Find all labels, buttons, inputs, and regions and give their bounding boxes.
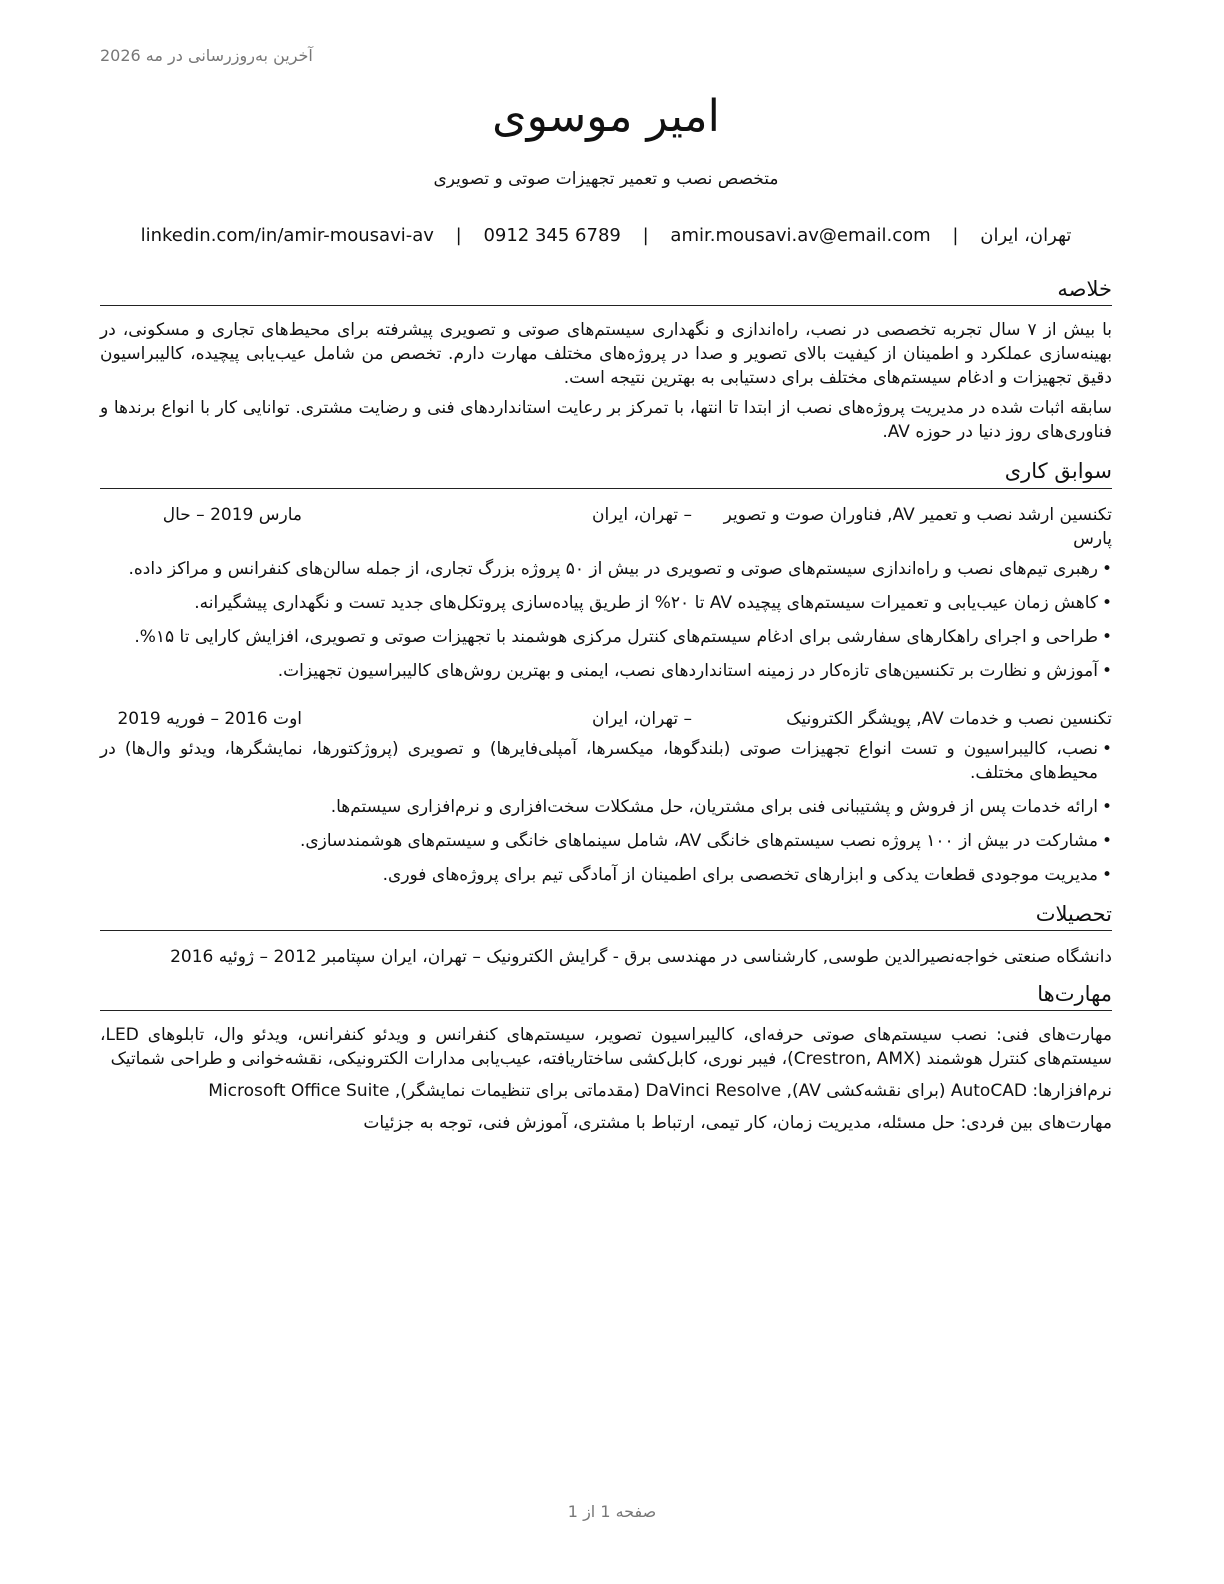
resume-content — [100, 88, 1112, 1135]
page-number: صفحه 1 از 1 — [567, 1502, 657, 1521]
job-bullet: • آموزش و نظارت بر تکنسین‌های تازه‌کار در زمینه استانداردهای نصب، ایمنی و بهترین روش‌های کالیبراسیون تجهیزات. — [100, 659, 1112, 683]
job-dates: اوت 2016 – فوریه 2019 — [117, 708, 302, 729]
job-bullets — [100, 557, 1112, 683]
contact-phone[interactable]: 0912 345 6789 — [483, 225, 621, 247]
job-bullet: • طراحی و اجرای راهکارهای سفارشی برای ادغام سیستم‌های کنترل مرکزی هوشمند با تجهیزات صوتی و تصویری، افزایش کارایی تا ۱۵%. — [100, 625, 1112, 649]
job-bullet: • مشارکت در بیش از ۱۰۰ پروژه نصب سیستم‌های خانگی AV، شامل سینماهای خانگی و سیستم‌های هوشمندسازی. — [100, 829, 1112, 853]
job-location: – تهران، ایران — [592, 504, 692, 525]
contact-separator: | — [455, 225, 462, 247]
education-section — [100, 901, 1112, 969]
job-bullets — [100, 737, 1112, 887]
summary-heading: خلاصه — [100, 276, 1112, 306]
contact-separator: | — [952, 225, 959, 247]
contact-separator: | — [642, 225, 649, 247]
education-entry: دانشگاه صنعتی خواجه‌نصیرالدین طوسی, کارشناسی در مهندسی برق - گرایش الکترونیک – تهران، ایران سپتامبر 2012 – ژوئیه 2016 — [170, 947, 1112, 968]
last-updated-note: آخرین به‌روزرسانی در مه 2026 — [100, 46, 313, 65]
job-bullet: • رهبری تیم‌های نصب و راه‌اندازی سیستم‌های صوتی و تصویری در بیش از ۵۰ پروژه بزرگ تجاری، از جمله سالن‌های کنفرانس و مراکز داده. — [100, 557, 1112, 581]
contact-line — [100, 225, 1112, 246]
candidate-tagline: متخصص نصب و تعمیر تجهیزات صوتی و تصویری — [433, 169, 779, 190]
candidate-name: امیر موسوی — [492, 91, 720, 142]
experience-section — [100, 458, 1112, 886]
experience-heading: سوابق کاری — [100, 458, 1112, 488]
education-heading: تحصیلات — [100, 901, 1112, 931]
summary-paragraph: با بیش از ۷ سال تجربه تخصصی در نصب، راه‌اندازی و نگهداری سیستم‌های صوتی و تصویری پیشرفته برای محیط‌های تجاری و مسکونی، در بهینه‌سازی عملکرد و اطمینان از کیفیت بالای تصویر و صدا در پروژه‌های مختلف مهارت دارم. تخصص من شامل عیب‌یابی پیچیده، کالیبراسیون دقیق تجهیزات و ادغام سیستم‌های مختلف برای دستیابی به بهترین نتیجه است. — [100, 320, 1112, 389]
skills-software: نرم‌افزارها: AutoCAD (برای نقشه‌کشی AV), DaVinci Resolve (مقدماتی برای تنظیمات نمایشگر), Microsoft Office Suite — [208, 1081, 1112, 1102]
job-header — [100, 707, 1112, 731]
skills-interpersonal: مهارت‌های بین فردی: حل مسئله، مدیریت زمان، کار تیمی، ارتباط با مشتری، آموزش فنی، توجه به جزئیات — [363, 1113, 1112, 1134]
job-entry — [100, 503, 1112, 683]
job-title: تکنسین ارشد نصب و تعمیر AV, فناوران صوت و تصویر پارس — [723, 504, 1112, 549]
job-bullet: • نصب، کالیبراسیون و تست انواع تجهیزات صوتی (بلندگوها، میکسرها، آمپلی‌فایرها) و تصویری (پروژکتورها، نمایشگرها، ویدئو وال‌ها) در محیط‌های مختلف. — [100, 737, 1112, 785]
contact-linkedin[interactable]: linkedin.com/in/amir-mousavi-av — [140, 225, 434, 247]
job-entry — [100, 707, 1112, 887]
contact-email[interactable]: amir.mousavi.av@email.com — [670, 225, 931, 247]
job-bullet: • ارائه خدمات پس از فروش و پشتیبانی فنی برای مشتریان، حل مشکلات سخت‌افزاری و نرم‌افزاری سیستم‌ها. — [100, 795, 1112, 819]
skills-technical: مهارت‌های فنی: نصب سیستم‌های صوتی حرفه‌ای، کالیبراسیون تصویر، سیستم‌های کنفرانس و ویدئو کنفرانس، ویدئو وال، تابلوهای LED، سیستم‌های کنترل هوشمند (Crestron, AMX)، فیبر نوری، کابل‌کشی ساختاریافته، عیب‌یابی مدارات الکترونیکی، نقشه‌خوانی و طراحی شماتیک — [100, 1025, 1112, 1070]
job-bullet: • مدیریت موجودی قطعات یدکی و ابزارهای تخصصی برای اطمینان از آمادگی تیم برای پروژه‌های فوری. — [100, 863, 1112, 887]
skills-heading: مهارت‌ها — [100, 981, 1112, 1011]
job-bullet: • کاهش زمان عیب‌یابی و تعمیرات سیستم‌های پیچیده AV تا ۲۰% از طریق پیاده‌سازی پروتکل‌های جدید تست و نگهداری پیشگیرانه. — [100, 591, 1112, 615]
contact-location: تهران، ایران — [980, 225, 1072, 247]
summary-paragraph: سابقه اثبات شده در مدیریت پروژه‌های نصب از ابتدا تا انتها، با تمرکز بر رعایت استانداردهای فنی و رضایت مشتری. توانایی کار با انواع برندها و فناوری‌های روز دنیا در حوزه AV. — [100, 398, 1112, 443]
job-title: تکنسین نصب و خدمات AV, پویشگر الکترونیک — [786, 708, 1112, 729]
summary-section — [100, 276, 1112, 444]
job-location: – تهران، ایران — [592, 708, 692, 729]
job-dates: مارس 2019 – حال — [162, 504, 302, 525]
skills-section — [100, 981, 1112, 1135]
job-header — [100, 503, 1112, 551]
